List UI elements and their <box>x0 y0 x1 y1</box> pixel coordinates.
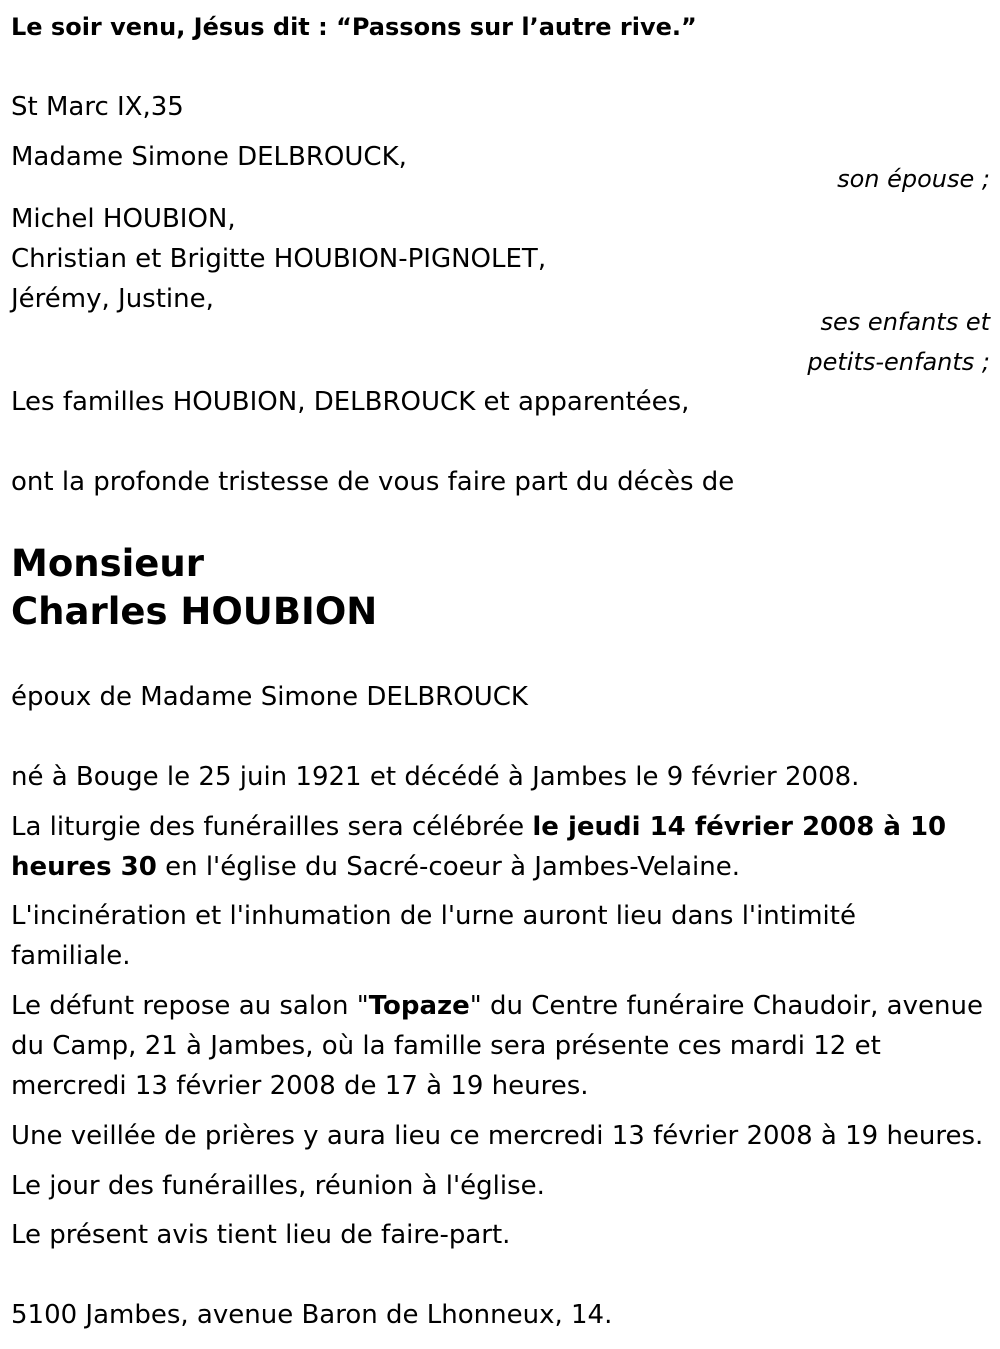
church-meeting: Le jour des funérailles, réunion à l'église. <box>11 1171 545 1201</box>
liturgy-time: heures 30 <box>11 852 157 882</box>
epigraph: Le soir venu, Jésus dit : “Passons sur l’autre rive.” <box>11 13 697 41</box>
address: 5100 Jambes, avenue Baron de Lhonneux, 14. <box>11 1300 613 1330</box>
child-line: Jérémy, Justine, <box>11 284 214 314</box>
deceased-name: Charles HOUBION <box>11 590 378 633</box>
spouse-of: époux de Madame Simone DELBROUCK <box>11 682 528 712</box>
liturgy-prefix: La liturgie des funérailles sera célébrée <box>11 812 533 842</box>
liturgy-line-2 <box>11 854 740 880</box>
repose-prefix: Le défunt repose au salon " <box>11 991 369 1021</box>
incineration-line: familiale. <box>11 941 131 971</box>
child-line: Christian et Brigitte HOUBION-PIGNOLET, <box>11 244 547 274</box>
liturgy-date: le jeudi 14 février 2008 à 10 <box>532 812 947 842</box>
announcement: ont la profonde tristesse de vous faire part du décès de <box>11 467 735 497</box>
vigil: Une veillée de prières y aura lieu ce mercredi 13 février 2008 à 19 heures. <box>11 1121 984 1151</box>
children-role: petits-enfants ; <box>807 348 990 376</box>
spouse-name: Madame Simone DELBROUCK, <box>11 142 407 172</box>
repose-line-3: mercredi 13 février 2008 de 17 à 19 heures. <box>11 1071 589 1101</box>
liturgy-suffix: en l'église du Sacré-coeur à Jambes-Velaine. <box>156 852 740 882</box>
notice: Le présent avis tient lieu de faire-part. <box>11 1220 511 1250</box>
children-role: ses enfants et <box>820 308 990 336</box>
salon-name: Topaze <box>368 991 470 1021</box>
families-line: Les familles HOUBION, DELBROUCK et apparentées, <box>11 387 690 417</box>
child-line: Michel HOUBION, <box>11 204 236 234</box>
deceased-title: Monsieur <box>11 542 204 585</box>
liturgy-line-1 <box>11 814 946 840</box>
birth-death: né à Bouge le 25 juin 1921 et décédé à Jambes le 9 février 2008. <box>11 762 860 792</box>
repose-suffix: " du Centre funéraire Chaudoir, avenue <box>469 991 983 1021</box>
repose-line-2: du Camp, 21 à Jambes, où la famille sera présente ces mardi 12 et <box>11 1031 881 1061</box>
incineration-line: L'incinération et l'inhumation de l'urne auront lieu dans l'intimité <box>11 901 856 931</box>
scripture-reference: St Marc IX,35 <box>11 92 184 122</box>
repose-line-1 <box>11 993 983 1019</box>
spouse-role: son épouse ; <box>837 165 990 193</box>
